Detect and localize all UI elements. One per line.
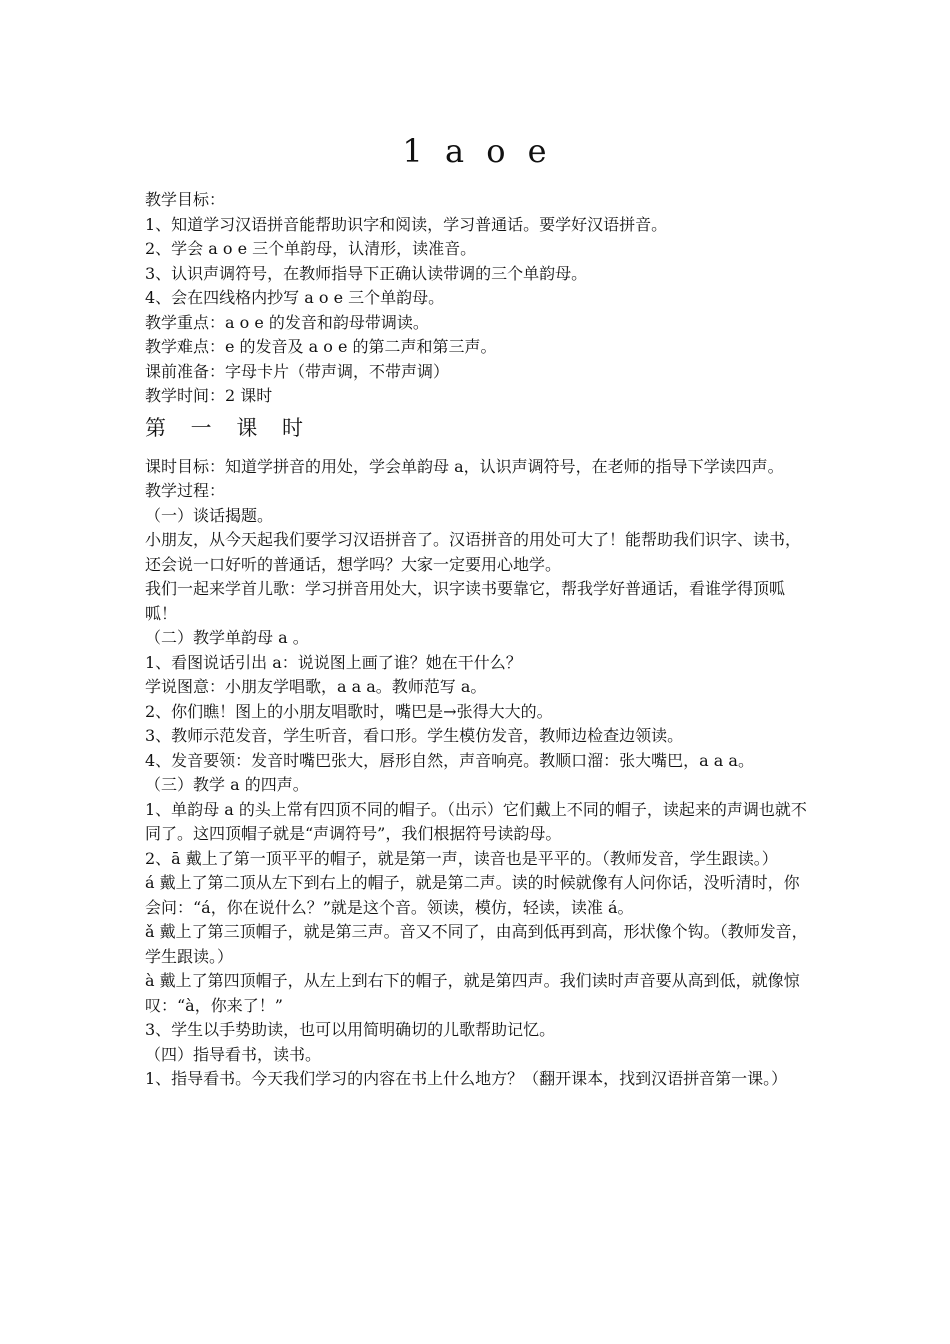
body-paragraph: à 戴上了第四顶帽子，从左上到右下的帽子，就是第四声。我们读时声音要从高到低，就像惊叹：“à，你来了！” <box>145 971 800 1015</box>
overview-line: 教学目标： <box>145 190 226 209</box>
body-paragraph: （二）教学单韵母 a 。 <box>145 628 309 647</box>
body-paragraph: 3、教师示范发音，学生听音，看口形。学生模仿发音，教师边检查边领读。 <box>145 726 684 745</box>
body-paragraph: （三）教学 a 的四声。 <box>145 775 309 794</box>
lesson-overview <box>145 188 810 409</box>
body-paragraph: 我们一起来学首儿歌：学习拼音用处大，识字读书要靠它，帮我学好普通话，看谁学得顶呱呱！ <box>145 579 786 623</box>
body-paragraph: （一）谈话揭题。 <box>145 505 274 525</box>
body-paragraph: 小朋友，从今天起我们要学习汉语拼音了。汉语拼音的用处可大了！能帮助我们识字、读书，还会说一口好听的普通话，想学吗？大家一定要用心地学。 <box>145 530 802 574</box>
overview-line: 2、学会 a o e 三个单韵母，认清形，读准音。 <box>145 239 477 258</box>
body-paragraph: 2、你们瞧！图上的小朋友唱歌时，嘴巴是→张得大大的。 <box>145 701 553 721</box>
overview-line: 课前准备：字母卡片（带声调，不带声调） <box>145 361 450 381</box>
body-paragraph: 1、指导看书。今天我们学习的内容在书上什么地方？（翻开课本，找到汉语拼音第一课。） <box>145 1069 788 1088</box>
overview-line: 教学时间：2 课时 <box>145 386 273 405</box>
body-paragraph: 2、ā 戴上了第一顶平平的帽子，就是第一声，读音也是平平的。（教师发音，学生跟读。） <box>145 848 778 868</box>
body-paragraph: 4、发音要领：发音时嘴巴张大，唇形自然，声音响亮。教顺口溜：张大嘴巴，a a a。 <box>145 750 754 770</box>
lesson-body <box>145 455 810 1092</box>
body-paragraph: 学说图意：小朋友学唱歌，a a a。教师范写 a。 <box>145 677 487 696</box>
body-paragraph: 1、单韵母 a 的头上常有四顶不同的帽子。（出示）它们戴上不同的帽子，读起来的声调也就不同了。这四顶帽子就是“声调符号”，我们根据符号读韵母。 <box>145 799 807 843</box>
document-title: 1 a o e <box>402 132 553 170</box>
body-paragraph: （四）指导看书，读书。 <box>145 1044 322 1064</box>
overview-line: 3、认识声调符号，在教师指导下正确认读带调的三个单韵母。 <box>145 263 588 283</box>
document-page <box>145 128 810 1092</box>
body-paragraph: ǎ 戴上了第三顶帽子，就是第三声。音又不同了，由高到低再到高，形状像个钩。（教师发音，学生跟读。） <box>145 922 808 966</box>
body-paragraph: 3、学生以手势助读，也可以用简明确切的儿歌帮助记忆。 <box>145 1020 556 1039</box>
body-paragraph: á 戴上了第二顶从左下到右上的帽子，就是第二声。读的时候就像有人问你话，没听清时，你会问：“á，你在说什么？”就是这个音。领读，模仿，轻读，读准 á。 <box>145 873 800 917</box>
overview-line: 4、会在四线格内抄写 a o e 三个单韵母。 <box>145 288 445 307</box>
overview-line: 教学难点：e 的发音及 a o e 的第二声和第三声。 <box>145 337 497 356</box>
body-paragraph: 课时目标：知道学拼音的用处，学会单韵母 a，认识声调符号，在老师的指导下学读四声。 <box>145 456 784 476</box>
body-paragraph: 1、看图说话引出 a：说说图上画了谁？她在干什么？ <box>145 652 522 672</box>
overview-line: 教学重点：a o e 的发音和韵母带调读。 <box>145 312 429 332</box>
body-paragraph: 教学过程： <box>145 481 226 500</box>
overview-line: 1、知道学习汉语拼音能帮助识字和阅读，学习普通话。要学好汉语拼音。 <box>145 214 668 234</box>
section-heading: 第 一 课 时 <box>145 415 313 440</box>
